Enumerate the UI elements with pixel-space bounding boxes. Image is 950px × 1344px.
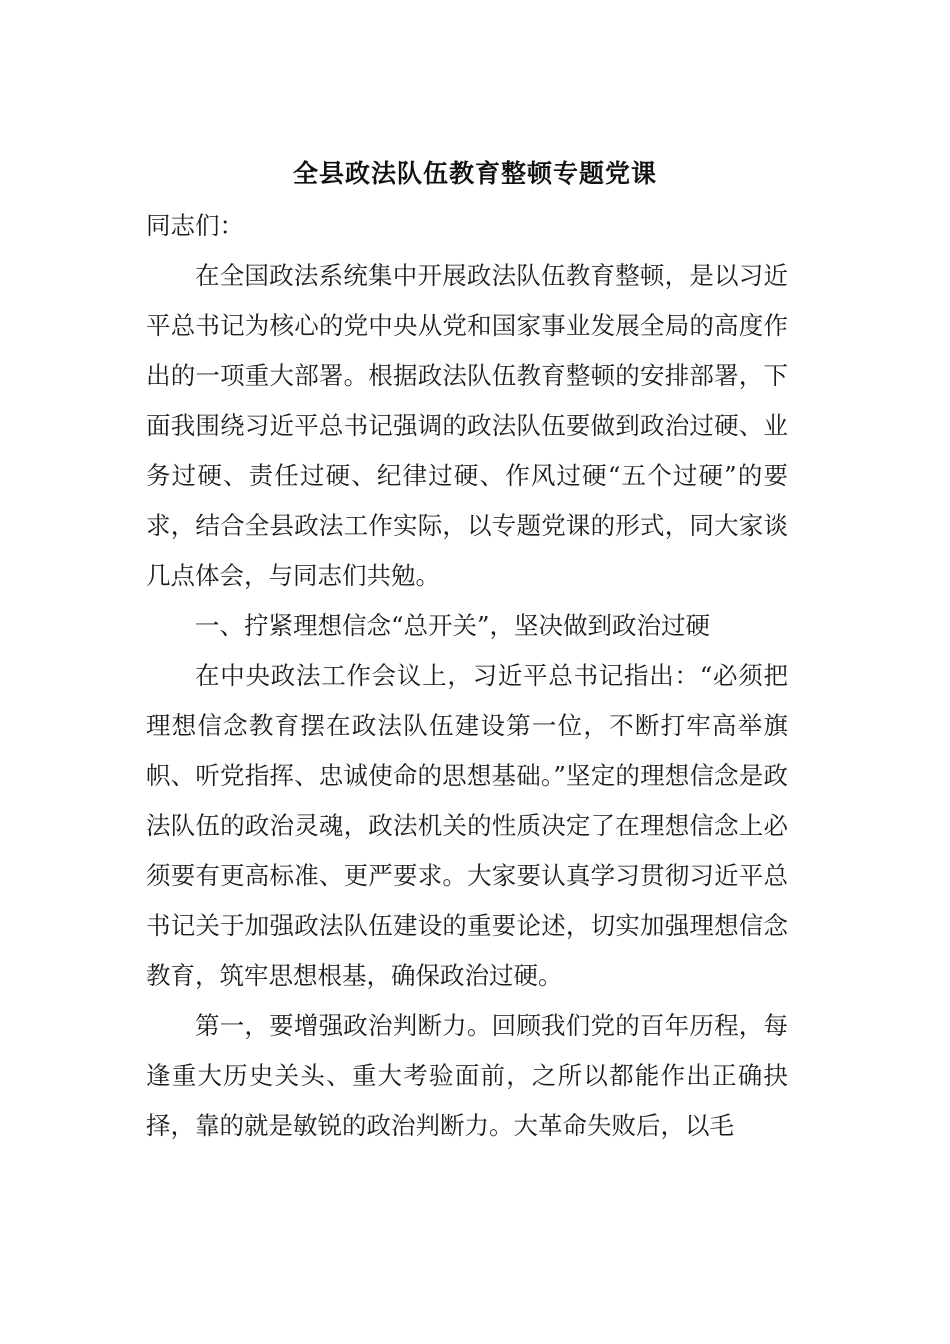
- salutation: 同志们：: [146, 211, 244, 240]
- document-title: 全县政法队伍教育整顿专题党课: [292, 159, 657, 188]
- paragraph-point-1: 第一，要增强政治判断力。回顾我们党的百年历程，每逢重大历史关头、重大考验面前，之所以都能作出正确抉择，靠的就是敏锐的政治判断力。大革命失败后，以毛: [146, 1011, 788, 1140]
- paragraph-section-1: 在中央政法工作会议上，习近平总书记指出：“必须把理想信念教育摆在政法队伍建设第一位，不断打牢高举旗帜、听党指挥、忠诚使命的思想基础。”坚定的理想信念是政法队伍的政治灵魂，政法机关的性质决定了在理想信念上必须要有更高标准、更严要求。大家要认真学习贯彻习近平总书记关于加强政法队伍建设的重要论述，切实加强理想信念教育，筑牢思想根基，确保政治过硬。: [146, 661, 788, 990]
- document-body: [146, 201, 788, 1151]
- section-heading-1: 一、拧紧理想信念“总开关”，坚决做到政治过硬: [195, 611, 711, 640]
- paragraph-intro: 在全国政法系统集中开展政法队伍教育整顿，是以习近平总书记为核心的党中央从党和国家事业发展全局的高度作出的一项重大部署。根据政法队伍教育整顿的安排部署，下面我围绕习近平总书记强调的政法队伍要做到政治过硬、业务过硬、责任过硬、纪律过硬、作风过硬“五个过硬”的要求，结合全县政法工作实际，以专题党课的形式，同大家谈几点体会，与同志们共勉。: [146, 261, 788, 590]
